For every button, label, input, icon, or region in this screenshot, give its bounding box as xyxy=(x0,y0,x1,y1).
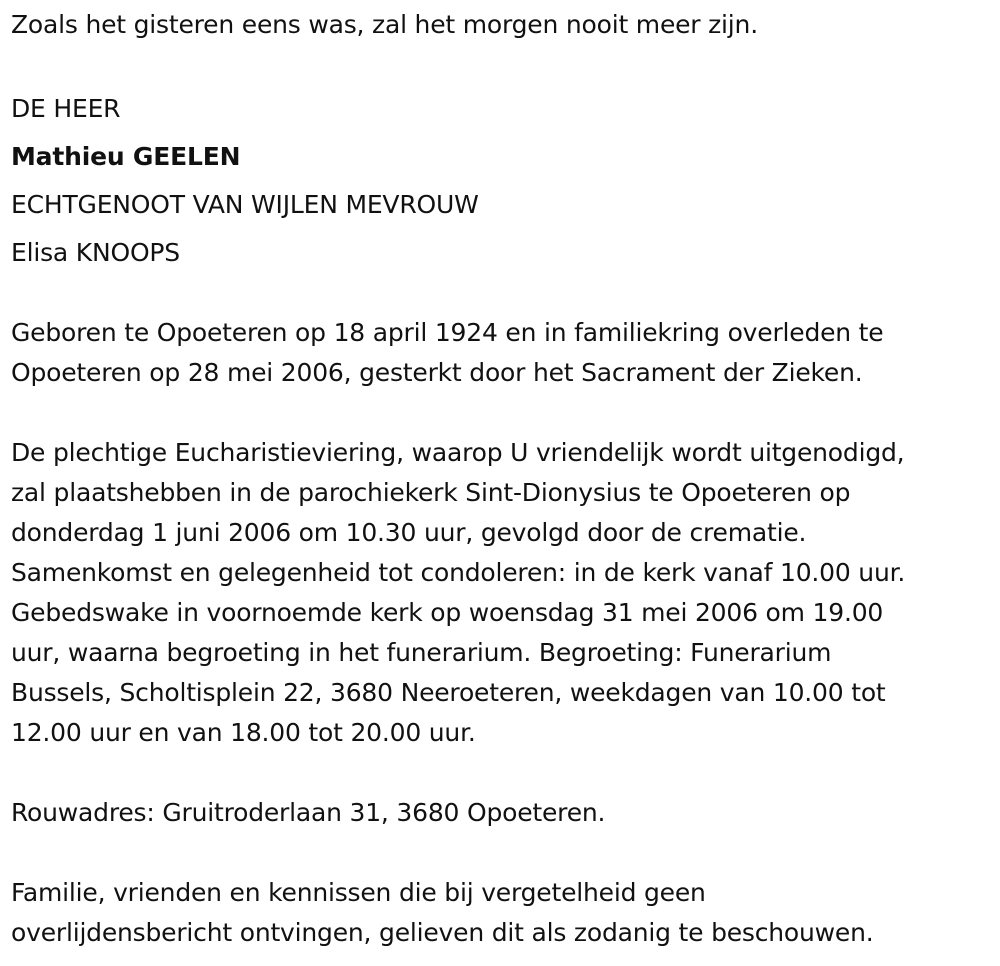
paragraph-line: Bussels, Scholtisplein 22, 3680 Neeroeteren, weekdagen van 10.00 tot xyxy=(11,678,886,707)
deceased-name: Mathieu GEELEN xyxy=(11,142,241,171)
paragraph-line: uur, waarna begroeting in het funerarium. Begroeting: Funerarium xyxy=(11,638,832,667)
deceased-header xyxy=(11,85,991,277)
paragraph-line: Samenkomst en gelegenheid tot condoleren: in de kerk vanaf 10.00 uur. xyxy=(11,558,906,587)
paragraph-line: overlijdensbericht ontvingen, gelieven dit als zodanig te beschouwen. xyxy=(11,918,874,947)
relation-text: ECHTGENOOT VAN WIJLEN MEVROUW xyxy=(11,190,479,219)
paragraph-line: 12.00 uur en van 18.00 tot 20.00 uur. xyxy=(11,718,476,747)
paragraph-line: Familie, vrienden en kennissen die bij vergetelheid geen xyxy=(11,878,706,907)
spacer xyxy=(11,45,991,85)
paragraph-line: Geboren te Opoeteren op 18 april 1924 en in familiekring overleden te xyxy=(11,318,884,347)
birth-death-paragraph xyxy=(11,313,991,393)
spouse-name: Elisa KNOOPS xyxy=(11,238,180,267)
obituary-document xyxy=(11,0,991,953)
paragraph-line: zal plaatshebben in de parochiekerk Sint-Dionysius te Opoeteren op xyxy=(11,478,851,507)
motto-text: Zoals het gisteren eens was, zal het morgen nooit meer zijn. xyxy=(11,10,758,39)
paragraph-line: De plechtige Eucharistieviering, waarop U vriendelijk wordt uitgenodigd, xyxy=(11,438,905,467)
spacer xyxy=(11,833,991,873)
honorific-title: DE HEER xyxy=(11,94,121,123)
ceremony-paragraph xyxy=(11,433,991,753)
spacer xyxy=(11,753,991,793)
closing-paragraph xyxy=(11,873,991,953)
paragraph-line: donderdag 1 juni 2006 om 10.30 uur, gevolgd door de crematie. xyxy=(11,518,807,547)
paragraph-line: Gebedswake in voornoemde kerk op woensdag 31 mei 2006 om 19.00 xyxy=(11,598,884,627)
spacer xyxy=(11,277,991,313)
paragraph-line: Opoeteren op 28 mei 2006, gesterkt door het Sacrament der Zieken. xyxy=(11,358,863,387)
spacer xyxy=(11,393,991,433)
mourning-address: Rouwadres: Gruitroderlaan 31, 3680 Opoeteren. xyxy=(11,798,606,827)
